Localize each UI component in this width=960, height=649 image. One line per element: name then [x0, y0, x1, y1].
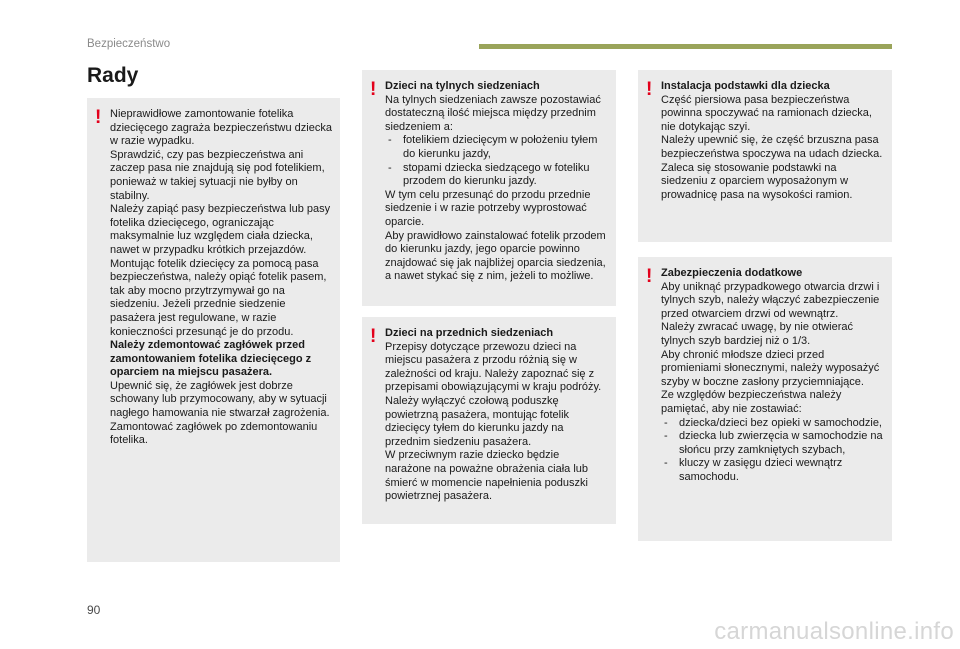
list-item: - fotelikiem dziecięcym w położeniu tyłem do kierunku jazdy,	[385, 134, 608, 161]
paragraph: Upewnić się, że zagłówek jest dobrze schowany lub przymocowany, aby w sytuacji nagłego hamowania nie stwarzał zagrożenia. Zamontować zagłówek po zdemontowaniu fotelika.	[110, 379, 330, 447]
paragraph: Aby prawidłowo zainstalować fotelik przodem do kierunku jazdy, jego oparcie powinno znajdować się jak najbliżej oparcia siedzenia, a nawet stykać się z nim, jeżeli to możliwe.	[385, 229, 606, 283]
header-rule	[479, 44, 892, 49]
bold-paragraph: Należy zdemontować zagłówek przed zamontowaniem fotelika dziecięcego z oparciem na miejscu pasażera.	[110, 339, 312, 379]
paragraph: Ze względów bezpieczeństwa należy pamiętać, aby nie zostawiać:	[661, 389, 842, 415]
warning-icon: !	[370, 326, 377, 347]
box-heading: Instalacja podstawki dla dziecka	[661, 80, 830, 92]
paragraph: Aby chronić młodsze dzieci przed promieniami słonecznymi, należy wyposażyć szyby w boczne zasłony przyciemniające.	[661, 348, 880, 388]
tips-box-rear-seats	[362, 70, 616, 306]
bullet-list	[385, 134, 608, 188]
page-number: 90	[87, 603, 101, 617]
tips-box-mounting	[87, 98, 340, 562]
paragraph: Przepisy dotyczące przewozu dzieci na miejscu pasażera z przodu różnią się w zależności od kraju. Należy zapoznać się z przepisami obowiązującymi w kraju podróży.	[385, 340, 602, 394]
paragraph: Część piersiowa pasa bezpieczeństwa powinna spoczywać na ramionach dziecka, nie dotykając szyi.	[661, 93, 872, 133]
paragraph: W przeciwnym razie dziecko będzie narażone na poważne obrażenia ciała lub śmierć w momencie napełnienia poduszki powietrznej pasażera.	[385, 449, 589, 503]
warning-icon: !	[646, 266, 653, 287]
warning-icon: !	[370, 79, 377, 100]
paragraph: Należy zapiąć pasy bezpieczeństwa lub pasy fotelika dziecięcego, ograniczając maksymalnie luz względem ciała dziecka, nawet w przypadku krótkich przejazdów.	[110, 203, 331, 256]
paragraph: Nieprawidłowe zamontowanie fotelika dziecięcego zagraża bezpieczeństwu dziecka w razie wypadku.	[110, 108, 332, 148]
box-heading: Dzieci na przednich siedzeniach	[385, 327, 554, 339]
bullet-list	[661, 417, 884, 485]
box-heading: Zabezpieczenia dodatkowe	[661, 267, 803, 279]
list-item: - dziecka lub zwierzęcia w samochodzie na słońcu przy zamkniętych szybach,	[661, 430, 884, 457]
paragraph: Należy upewnić się, że część brzuszna pasa bezpieczeństwa spoczywa na udach dziecka.	[661, 134, 883, 160]
warning-icon: !	[95, 107, 102, 128]
list-item: - dziecka/dzieci bez opieki w samochodzie,	[661, 417, 884, 431]
page-title: Rady	[87, 64, 139, 87]
tips-box-booster	[638, 70, 892, 242]
tips-box-additional-safety	[638, 257, 892, 541]
paragraph: Należy wyłączyć czołową poduszkę powietrzną pasażera, montując fotelik dziecięcy tyłem do kierunku jazdy na przednim siedzeniu pasażera.	[385, 394, 570, 448]
paragraph: Aby uniknąć przypadkowego otwarcia drzwi i tylnych szyb, należy włączyć zabezpieczenie przed otwarciem drzwi od wewnątrz.	[661, 280, 880, 320]
box-heading: Dzieci na tylnych siedzeniach	[385, 80, 540, 92]
paragraph: Należy zwracać uwagę, by nie otwierać tylnych szyb bardziej niż o 1/3.	[661, 321, 853, 347]
paragraph: Montując fotelik dziecięcy za pomocą pasa bezpieczeństwa, należy opiąć fotelik pasem, tak aby mocno przytrzymywał go na siedzeniu. Jeżeli przednie siedzenie pasażera jest regulowane, w razie konieczności przesunąć je do przodu.	[110, 257, 327, 338]
list-item: - kluczy w zasięgu dzieci wewnątrz samochodu.	[661, 457, 884, 484]
paragraph: Na tylnych siedzeniach zawsze pozostawiać dostateczną ilość miejsca między przednim siedzeniem a:	[385, 93, 601, 133]
paragraph: Zaleca się stosowanie podstawki na siedzeniu z oparciem wyposażonym w prowadnicę pasa na wysokości ramion.	[661, 161, 853, 201]
watermark: carmanualsonline.info	[714, 618, 954, 645]
list-item: - stopami dziecka siedzącego w foteliku przodem do kierunku jazdy.	[385, 162, 608, 189]
paragraph: Sprawdzić, czy pas bezpieczeństwa ani zaczep pasa nie znajdują się pod fotelikiem, ponieważ w takiej sytuacji nie byłby on stabilny.	[110, 148, 325, 202]
warning-icon: !	[646, 79, 653, 100]
tips-box-front-seats	[362, 317, 616, 524]
paragraph: W tym celu przesunąć do przodu przednie siedzenie i w razie potrzeby wyprostować oparcie.	[385, 188, 591, 228]
section-label: Bezpieczeństwo	[87, 38, 171, 50]
